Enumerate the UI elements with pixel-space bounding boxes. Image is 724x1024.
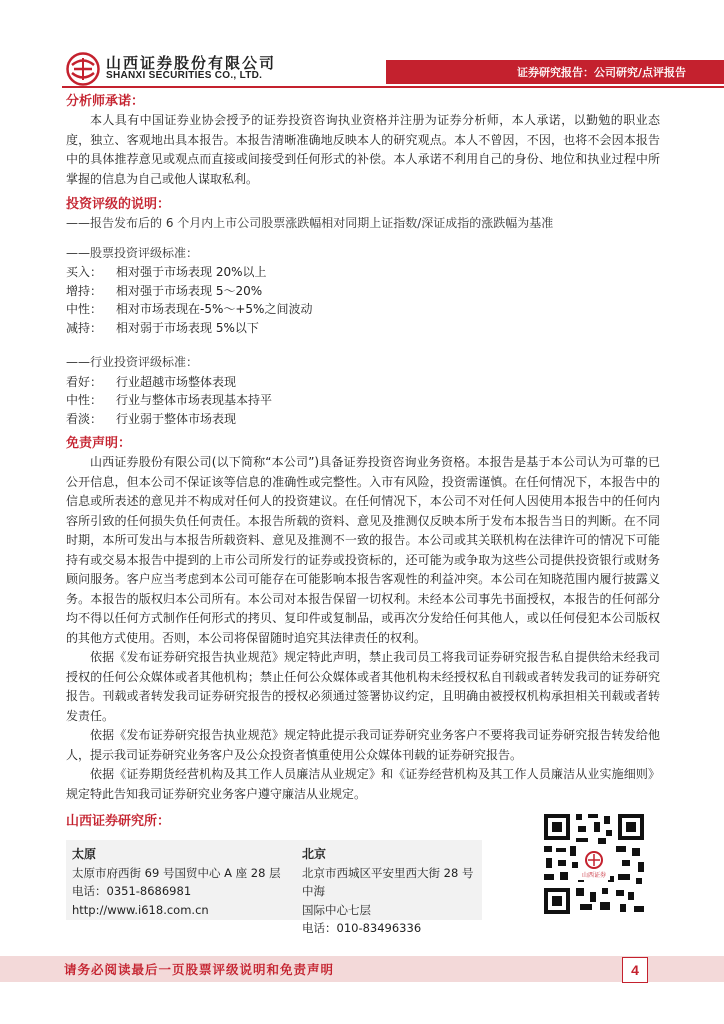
analyst-body: 本人具有中国证券业协会授予的证券投资咨询执业资格并注册为证券分析师，本人承诺，以勤勉的职业态度，独立、客观地出具本报告。本报告清晰准确地反映本人的研究观点。本人不曾因，不因，也将不会因本报告中的具体推荐意见或观点而直接或间接受到任何形式的补偿。本人承诺不利用自己的身份、地位和执业过程中所掌握的信息为自己或他人谋取私利。 xyxy=(66,113,660,186)
header-divider xyxy=(62,86,724,88)
page-number: 4 xyxy=(622,957,648,983)
rating-name: 增持： xyxy=(66,283,103,298)
institute-title: 山西证券研究所： xyxy=(66,814,171,829)
qr-center-label: 山西证券 xyxy=(581,872,607,879)
header-band xyxy=(386,60,724,84)
rating-desc: 行业与整体市场表现基本持平 xyxy=(116,393,273,407)
website-link[interactable]: http://www.i618.com.cn xyxy=(72,902,209,917)
rating-name: 买入： xyxy=(66,265,103,279)
rating-note: ——报告发布后的 6 个月内上市公司股票涨跌幅相对同期上证指数/深证成指的涨跌幅为基准 xyxy=(66,216,554,230)
city-name: 太原 xyxy=(72,847,97,861)
industry-rating-row xyxy=(66,373,660,392)
industry-rating-row xyxy=(66,391,660,410)
stock-rating-row xyxy=(66,282,660,301)
footer-band xyxy=(0,956,724,982)
company-name-cn: 山西证券股份有限公司 xyxy=(106,54,277,72)
disclaimer-para-2: 依据《发布证券研究报告执业规范》规定特此声明，禁止我司员工将我司证券研究报告私自提供给未经我司授权的任何公众媒体或者其他机构；禁止任何公众媒体或者其他机构未经授权私自刊载或者转发我司的证券研究报告。刊载或者转发我司证券研究报告的授权必须通过签署协议约定，且明确由被授权机构承担相关刊载或者转发责任。 xyxy=(66,650,660,723)
address-line-2: 国际中心七层 xyxy=(302,902,371,917)
industry-rating-row xyxy=(66,410,660,429)
address: 太原市府西街 69 号国贸中心 A 座 28 层 xyxy=(72,865,281,880)
rating-name: 看好： xyxy=(66,374,103,389)
city-name: 北京 xyxy=(302,847,327,861)
beijing-contact xyxy=(302,845,482,938)
rating-desc: 行业超越市场整体表现 xyxy=(116,374,237,389)
taiyuan-contact xyxy=(72,845,281,919)
rating-name: 看淡： xyxy=(66,411,103,426)
footer-notice: 请务必阅读最后一页股票评级说明和免责声明 xyxy=(64,962,335,977)
page-content xyxy=(66,92,660,831)
stock-rating-head: ——股票投资评级标准： xyxy=(66,245,199,260)
rating-name: 中性： xyxy=(66,393,103,407)
stock-rating-row xyxy=(66,319,660,338)
phone: 电话：0351-8686981 xyxy=(72,884,192,898)
disclaimer-title: 免责声明： xyxy=(66,436,132,451)
rating-title: 投资评级的说明： xyxy=(66,197,171,212)
stock-rating-row xyxy=(66,300,660,319)
rating-name: 中性： xyxy=(66,302,103,316)
analyst-title: 分析师承诺： xyxy=(66,94,145,109)
qr-code-icon xyxy=(542,812,646,916)
report-type-label: 证券研究报告：公司研究/点评报告 xyxy=(516,66,686,79)
phone: 电话：010-83496336 xyxy=(302,921,422,935)
contact-box xyxy=(66,840,482,935)
disclaimer-para-4: 依据《证券期货经营机构及其工作人员廉洁从业规定》和《证券经营机构及其工作人员廉洁从业实施细则》规定特此告知我司证券研究业务客户遵守廉洁从业规定。 xyxy=(66,767,660,801)
disclaimer-para-3: 依据《发布证券研究报告执业规范》规定特此提示我司证券研究业务客户不要将我司证券研究报告转发给他人，提示我司证券研究业务客户及公众投资者慎重使用公众媒体刊载的证券研究报告。 xyxy=(66,728,660,762)
company-name-en: SHANXI SECURITIES CO., LTD. xyxy=(106,70,263,81)
rating-name: 减持： xyxy=(66,320,103,335)
industry-rating-head: ——行业投资评级标准： xyxy=(66,355,199,369)
rating-desc: 相对弱于市场表现 5%以下 xyxy=(116,320,259,335)
company-logo-icon xyxy=(66,52,100,86)
rating-desc: 相对强于市场表现 20%以上 xyxy=(116,265,267,279)
rating-desc: 相对市场表现在-5%～+5%之间波动 xyxy=(116,302,313,316)
rating-desc: 行业弱于整体市场表现 xyxy=(116,411,237,426)
stock-rating-row xyxy=(66,263,660,282)
rating-desc: 相对强于市场表现 5～20% xyxy=(116,283,263,298)
address: 北京市西城区平安里西大街 28 号中海 xyxy=(302,865,474,898)
disclaimer-para-1: 山西证券股份有限公司(以下简称“本公司”)具备证券投资咨询业务资格。本报告是基于本公司认为可靠的已公开信息，但本公司不保证该等信息的准确性或完整性。入市有风险，投资需谨慎。在任何情况下，本报告中的信息或所表述的意见并不构成对任何人的投资建议。在任何情况下，本公司不对任何人因使用本报告中的任何内容所引致的任何损失负任何责任。本报告所载的资料、意见及推测仅反映本所于发布本报告当日的判断。在不同时期，本所可发出与本报告所载资料、意见及推测不一致的报告。本公司或其关联机构在法律许可的情况下可能持有或交易本报告中提到的上市公司所发行的证券或投资标的，还可能为或争取为这些公司提供投资银行或财务顾问服务。客户应当考虑到本公司可能存在可能影响本报告客观性的利益冲突。本公司在知晓范围内履行披露义务。本报告的版权归本公司所有。本公司对本报告保留一切权利。未经本公司事先书面授权，本报告的任何部分均不得以任何方式制作任何形式的拷贝、复印件或复制品，或再次分发给任何其他人，或以任何侵犯本公司版权的其他方式使用。否则，本公司将保留随时追究其法律责任的权利。 xyxy=(66,455,660,645)
page-header xyxy=(0,0,724,92)
